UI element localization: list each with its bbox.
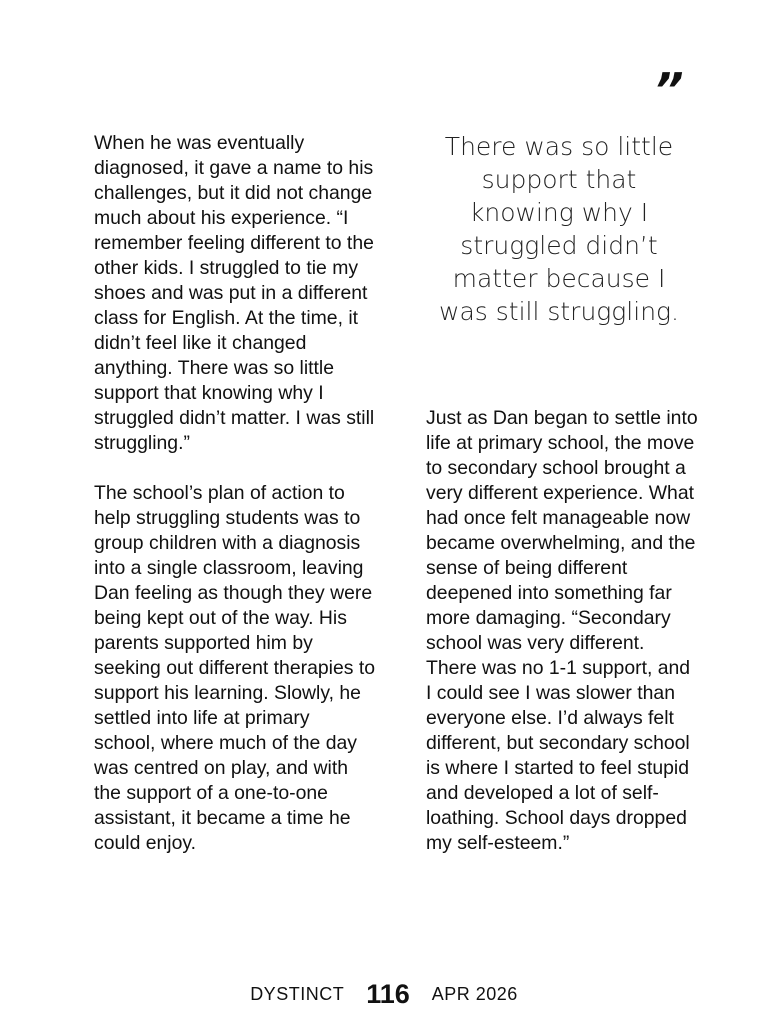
left-column (94, 131, 376, 881)
quote-mark-icon: ” (654, 63, 684, 117)
magazine-name: DYSTINCT (250, 983, 345, 1004)
body-paragraph: Just as Dan began to settle into life at primary school, the move to secondary school brought a very different experience. What had once felt manageable now became overwhelming, and the sense of being different deepened into something far more damaging. “Secondary school was very different. There was no 1-1 support, and I could see I was slower than everyone else. I’d always felt different, but secondary school is where I started to feel stupid and developed a lot of self-loathing. School days dropped my self-esteem.” (426, 407, 698, 854)
body-paragraph: The school’s plan of action to help struggling students was to group children with a diagnosis into a single classroom, leaving Dan feeling as though they were being kept out of the way. His parents supported him by seeking out different therapies to support his learning. Slowly, he settled into life at primary school, where much of the day was centred on play, and with the support of a one-to-one assistant, it became a time he could enjoy. (94, 482, 375, 854)
body-paragraph: When he was eventually diagnosed, it gave a name to his challenges, but it did not change much about his experience. “I remember feeling different to the other kids. I struggled to tie my shoes and was put in a different class for English. At the time, it didn’t feel like it changed anything. There was so little support that knowing why I struggled didn’t matter. I was still struggling.” (94, 132, 375, 454)
page-footer (0, 974, 768, 1014)
page-number: 116 (366, 978, 410, 1009)
pull-quote: There was so little support that knowing why I struggled didn’t matter because I was still struggling. (439, 132, 679, 326)
issue-date: APR 2026 (431, 983, 518, 1004)
right-column (426, 406, 698, 881)
